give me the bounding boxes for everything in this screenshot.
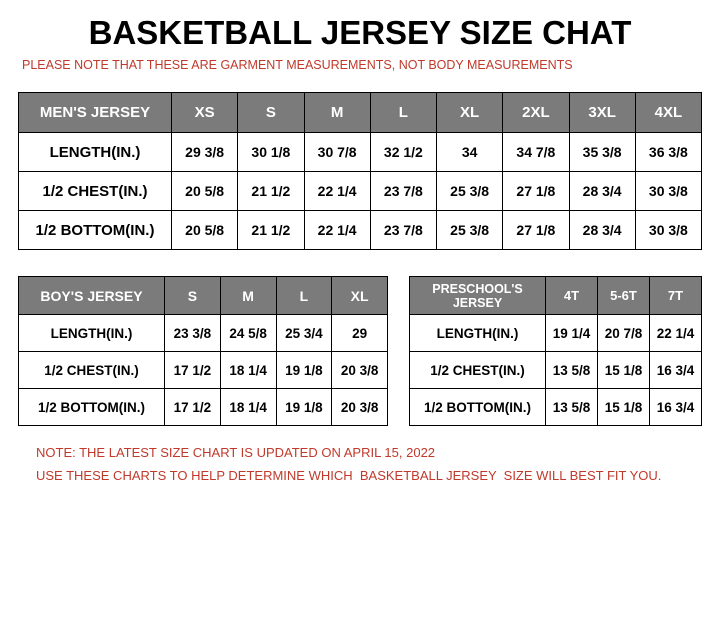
- table-cell: 23 7/8: [370, 211, 436, 250]
- table-cell: 32 1/2: [370, 133, 436, 172]
- table-row: [19, 352, 388, 389]
- column-header: L: [370, 93, 436, 133]
- column-header: 3XL: [569, 93, 635, 133]
- table-cell: 21 1/2: [238, 172, 304, 211]
- bottom-note-line-1: NOTE: THE LATEST SIZE CHART IS UPDATED ON APRIL 15, 2022: [36, 445, 436, 461]
- table-cell: 17 1/2: [165, 352, 221, 389]
- table-header-row: [19, 93, 702, 133]
- table-cell: 18 1/4: [220, 389, 276, 426]
- table-cell: 34 7/8: [503, 133, 569, 172]
- page-title: BASKETBALL JERSEY SIZE CHAT: [88, 14, 632, 51]
- table-cell: 28 3/4: [569, 172, 635, 211]
- table-cell: 35 3/8: [569, 133, 635, 172]
- table-cell: 13 5/8: [546, 352, 598, 389]
- table-cell: 15 1/8: [598, 389, 650, 426]
- preschool-jersey-table: [409, 276, 702, 426]
- row-label: LENGTH(IN.): [410, 315, 546, 352]
- table-cell: 20 7/8: [598, 315, 650, 352]
- row-label: 1/2 CHEST(IN.): [19, 172, 172, 211]
- table-cell: 16 3/4: [650, 352, 702, 389]
- table-cell: 17 1/2: [165, 389, 221, 426]
- row-label: 1/2 CHEST(IN.): [19, 352, 165, 389]
- secondary-tables-row: [18, 276, 702, 426]
- bottom-note-line-2: USE THESE CHARTS TO HELP DETERMINE WHICH BASKETBALL JERSEY SIZE WILL BEST FIT YOU.: [36, 467, 662, 483]
- row-label: 1/2 CHEST(IN.): [410, 352, 546, 389]
- table-cell: 19 1/8: [276, 389, 332, 426]
- table-cell: 25 3/8: [437, 211, 503, 250]
- table-cell: 22 1/4: [304, 172, 370, 211]
- table-row: [410, 389, 702, 426]
- table-row: [19, 172, 702, 211]
- table-cell: 34: [437, 133, 503, 172]
- top-note: PLEASE NOTE THAT THESE ARE GARMENT MEASUREMENTS, NOT BODY MEASUREMENTS: [22, 57, 573, 72]
- column-header: PRESCHOOL'S JERSEY: [410, 277, 546, 315]
- column-header: XL: [437, 93, 503, 133]
- table-cell: 20 3/8: [332, 352, 388, 389]
- table-row: [19, 315, 388, 352]
- table-header-row: [410, 277, 702, 315]
- table-cell: 22 1/4: [650, 315, 702, 352]
- table-cell: 30 7/8: [304, 133, 370, 172]
- mens-jersey-table: [18, 92, 702, 250]
- column-header: BOY'S JERSEY: [19, 277, 165, 315]
- table-cell: 29 3/8: [172, 133, 238, 172]
- boys-jersey-table: [18, 276, 388, 426]
- table-cell: 13 5/8: [546, 389, 598, 426]
- table-cell: 28 3/4: [569, 211, 635, 250]
- table-cell: 16 3/4: [650, 389, 702, 426]
- table-cell: 36 3/8: [635, 133, 701, 172]
- size-chart-page: [0, 14, 720, 618]
- bottom-notes: [36, 442, 702, 488]
- row-label: 1/2 BOTTOM(IN.): [410, 389, 546, 426]
- table-cell: 24 5/8: [220, 315, 276, 352]
- table-cell: 19 1/8: [276, 352, 332, 389]
- table-cell: 19 1/4: [546, 315, 598, 352]
- column-header: L: [276, 277, 332, 315]
- table-cell: 30 3/8: [635, 211, 701, 250]
- table-cell: 21 1/2: [238, 211, 304, 250]
- column-header: XS: [172, 93, 238, 133]
- table-cell: 15 1/8: [598, 352, 650, 389]
- table-row: [19, 389, 388, 426]
- table-cell: 23 3/8: [165, 315, 221, 352]
- column-header: 5-6T: [598, 277, 650, 315]
- table-row: [410, 352, 702, 389]
- row-label: 1/2 BOTTOM(IN.): [19, 389, 165, 426]
- table-cell: 20 5/8: [172, 172, 238, 211]
- table-row: [19, 133, 702, 172]
- table-cell: 20 3/8: [332, 389, 388, 426]
- table-cell: 18 1/4: [220, 352, 276, 389]
- table-cell: 27 1/8: [503, 172, 569, 211]
- table-cell: 25 3/4: [276, 315, 332, 352]
- column-header: S: [238, 93, 304, 133]
- column-header: S: [165, 277, 221, 315]
- table-cell: 23 7/8: [370, 172, 436, 211]
- column-header: XL: [332, 277, 388, 315]
- table-cell: 27 1/8: [503, 211, 569, 250]
- column-header: 4T: [546, 277, 598, 315]
- table-header-row: [19, 277, 388, 315]
- column-header: MEN'S JERSEY: [19, 93, 172, 133]
- row-label: LENGTH(IN.): [19, 133, 172, 172]
- column-header: 4XL: [635, 93, 701, 133]
- table-cell: 20 5/8: [172, 211, 238, 250]
- column-header: M: [304, 93, 370, 133]
- table-cell: 30 3/8: [635, 172, 701, 211]
- table-cell: 30 1/8: [238, 133, 304, 172]
- row-label: 1/2 BOTTOM(IN.): [19, 211, 172, 250]
- table-cell: 22 1/4: [304, 211, 370, 250]
- row-label: LENGTH(IN.): [19, 315, 165, 352]
- table-row: [410, 315, 702, 352]
- table-cell: 29: [332, 315, 388, 352]
- column-header: 7T: [650, 277, 702, 315]
- column-header: M: [220, 277, 276, 315]
- column-header: 2XL: [503, 93, 569, 133]
- table-row: [19, 211, 702, 250]
- table-cell: 25 3/8: [437, 172, 503, 211]
